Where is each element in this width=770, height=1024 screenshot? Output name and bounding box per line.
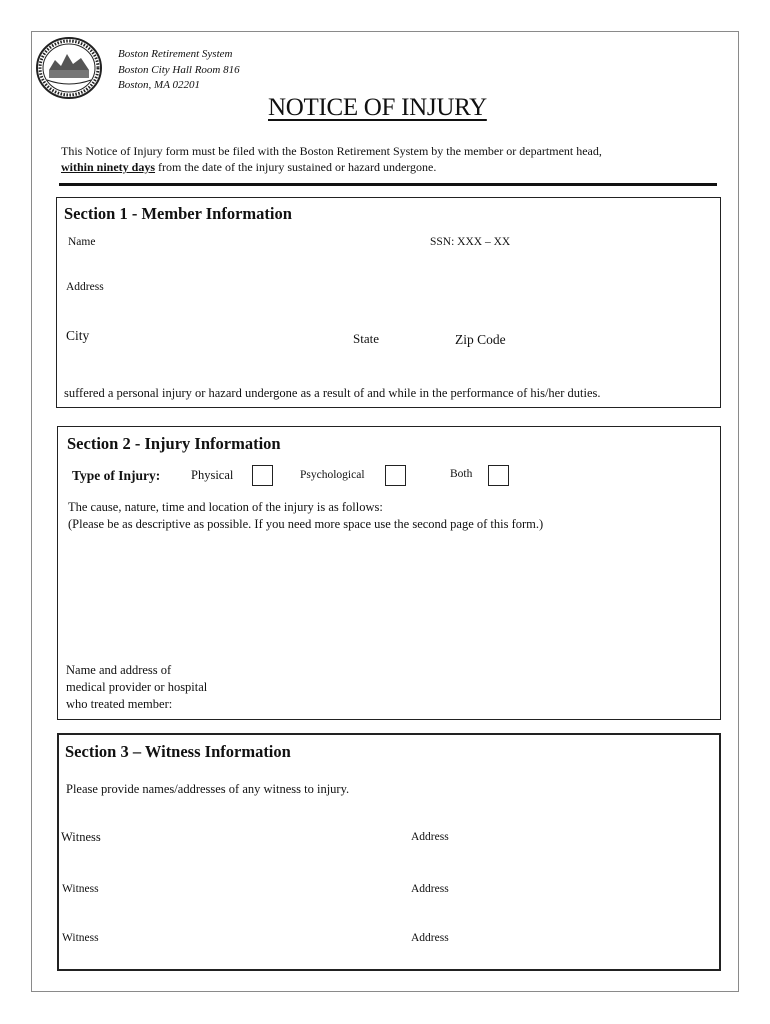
- witness-label: Witness: [61, 830, 101, 844]
- psychological-checkbox[interactable]: [385, 465, 406, 486]
- divider: [59, 183, 717, 186]
- zip-label: Zip Code: [455, 332, 506, 347]
- section1-box: [56, 197, 721, 408]
- section3-box: [57, 733, 721, 971]
- section2-heading: Section 2 - Injury Information: [67, 434, 281, 453]
- option-both-label: Both: [450, 468, 473, 480]
- physical-checkbox[interactable]: [252, 465, 273, 486]
- city-label: City: [66, 328, 90, 343]
- org-name: Boston Retirement System: [118, 48, 233, 60]
- intro-text: This Notice of Injury form must be filed with the Boston Retirement System by the member or department head, within ninety days from the date of the injury sustained or hazard undergone.: [61, 144, 602, 174]
- address-label: Address: [66, 281, 104, 293]
- option-physical-label: Physical: [191, 468, 234, 482]
- duty-statement: suffered a personal injury or hazard undergone as a result of and while in the performance of his/her duties.: [64, 386, 601, 400]
- form-title: NOTICE OF INJURY: [268, 94, 487, 121]
- witness-address-label: Address: [411, 831, 449, 843]
- witness-address-label: Address: [411, 883, 449, 895]
- witness-label: Witness: [62, 932, 99, 944]
- cause-instruction: The cause, nature, time and location of the injury is as follows:: [68, 500, 383, 514]
- provider-label-3: who treated member:: [66, 697, 173, 711]
- ssn-label: SSN: XXX – XX: [430, 236, 511, 248]
- witness-address-label: Address: [411, 932, 449, 944]
- injury-type-label: Type of Injury:: [72, 468, 161, 483]
- state-label: State: [353, 331, 379, 346]
- section3-heading: Section 3 – Witness Information: [65, 742, 291, 761]
- witness-label: Witness: [62, 883, 99, 895]
- name-label: Name: [68, 236, 96, 248]
- provider-label-2: medical provider or hospital: [66, 680, 208, 694]
- option-psychological-label: Psychological: [300, 469, 365, 481]
- section1-heading: Section 1 - Member Information: [64, 204, 292, 223]
- city-seal-icon: [35, 36, 103, 100]
- deadline-emphasis: within ninety days: [61, 160, 156, 174]
- org-address-line: Boston City Hall Room 816: [118, 64, 240, 76]
- witness-instruction: Please provide names/addresses of any witness to injury.: [66, 782, 350, 796]
- org-city-line: Boston, MA 02201: [118, 79, 200, 91]
- cause-note: (Please be as descriptive as possible. If you need more space use the second page of this form.): [68, 517, 544, 531]
- both-checkbox[interactable]: [488, 465, 509, 486]
- provider-label-1: Name and address of: [66, 663, 172, 677]
